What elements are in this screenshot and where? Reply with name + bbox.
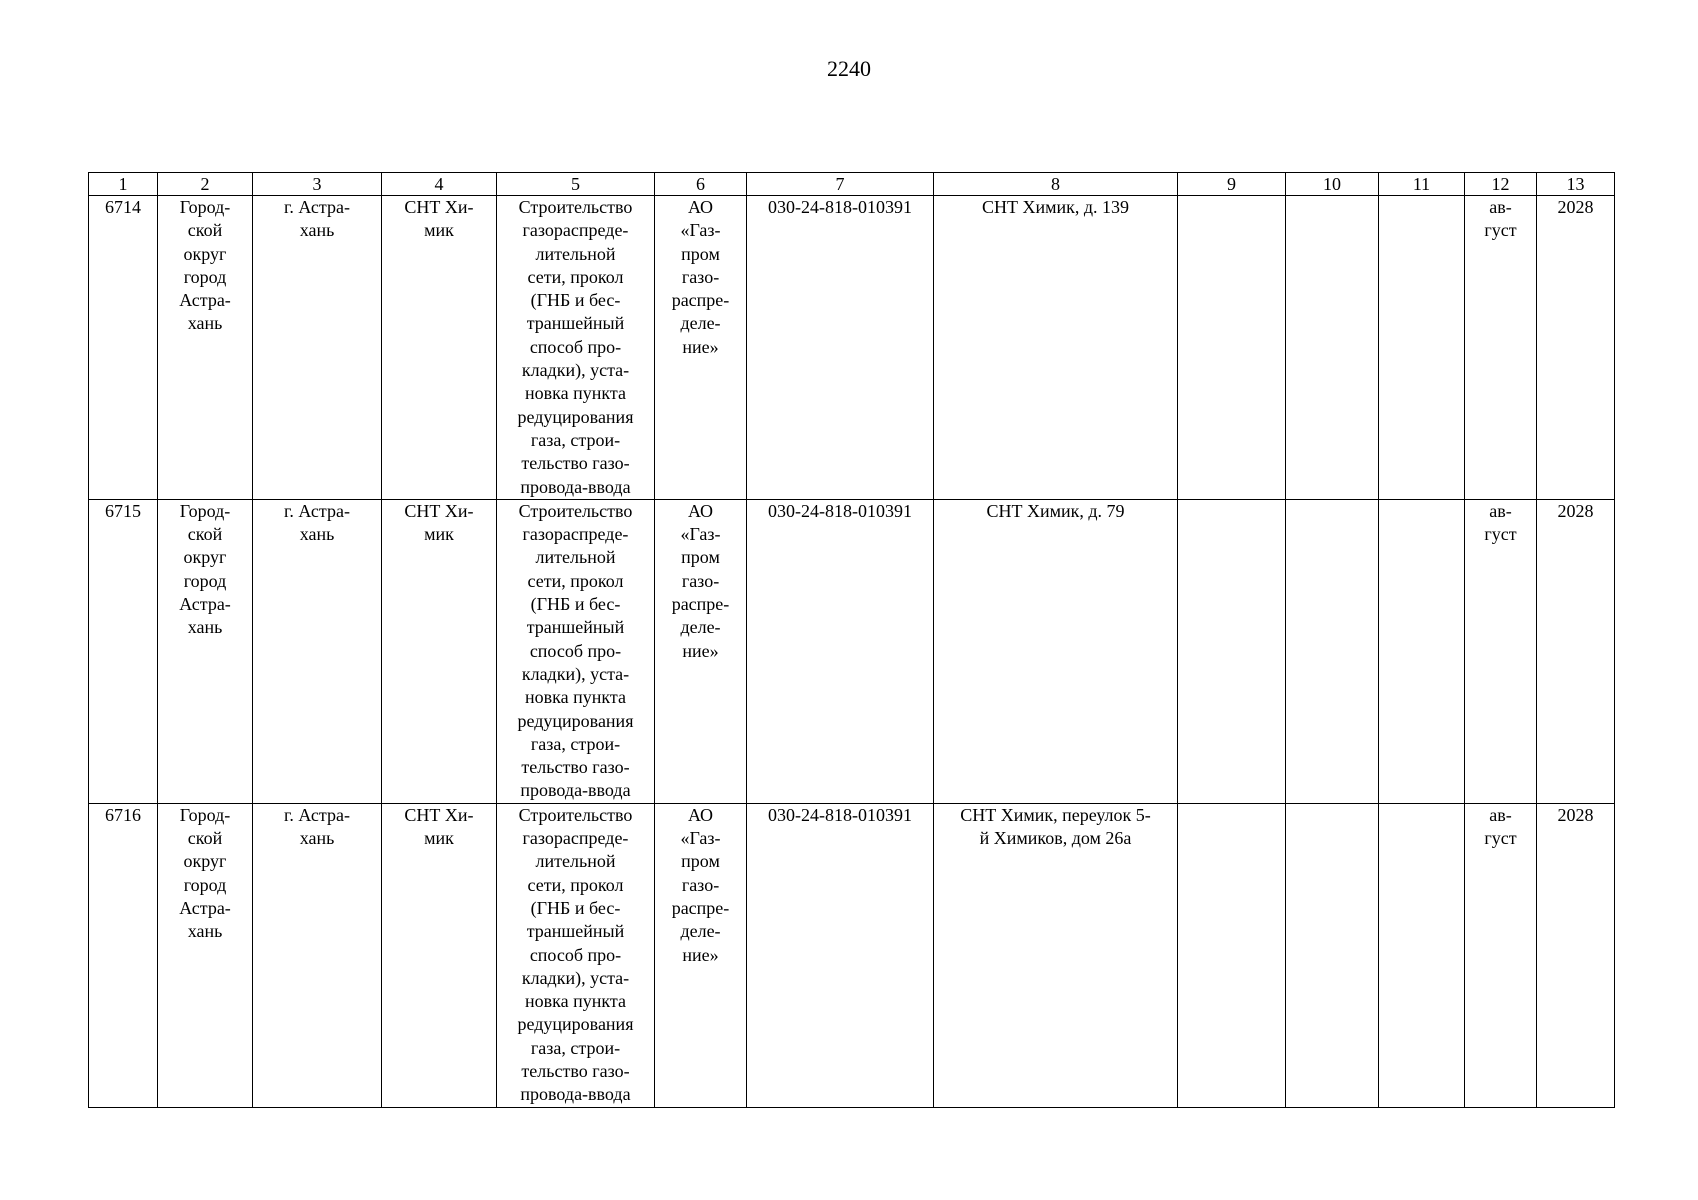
address-cell: СНТ Химик, д. 79 [934,499,1178,803]
month-cell: ав- густ [1465,803,1537,1107]
column-header: 5 [497,173,655,196]
header-row [89,173,1615,196]
empty-cell-9 [1178,803,1286,1107]
empty-cell-9 [1178,196,1286,500]
row-number-cell: 6714 [89,196,158,500]
code-cell: 030-24-818-010391 [747,803,934,1107]
empty-cell-10 [1286,803,1379,1107]
settlement-cell: г. Астра- хань [253,499,382,803]
column-header: 13 [1537,173,1615,196]
column-header: 2 [158,173,253,196]
settlement-cell: г. Астра- хань [253,803,382,1107]
organization-cell: АО «Газ- пром газо- распре- деле- ние» [655,499,747,803]
locality-cell: СНТ Хи- мик [382,196,497,500]
column-header: 12 [1465,173,1537,196]
empty-cell-11 [1379,499,1465,803]
year-cell: 2028 [1537,499,1615,803]
column-header: 4 [382,173,497,196]
municipality-cell: Город- ской округ город Астра- хань [158,499,253,803]
table-body [89,196,1615,1108]
organization-cell: АО «Газ- пром газо- распре- деле- ние» [655,803,747,1107]
column-header: 8 [934,173,1178,196]
empty-cell-11 [1379,803,1465,1107]
work-description-cell: Строительство газораспреде- лительной сети, прокол (ГНБ и бес- траншейный способ про- кладки), уста- новка пункта редуцирования газа, строи- тельство газо- провода-ввода [497,499,655,803]
empty-cell-11 [1379,196,1465,500]
data-table [88,172,1615,1108]
column-header: 10 [1286,173,1379,196]
code-cell: 030-24-818-010391 [747,196,934,500]
column-header: 7 [747,173,934,196]
empty-cell-10 [1286,499,1379,803]
column-header: 11 [1379,173,1465,196]
locality-cell: СНТ Хи- мик [382,803,497,1107]
empty-cell-10 [1286,196,1379,500]
table-row [89,803,1615,1107]
address-cell: СНТ Химик, переулок 5- й Химиков, дом 26а [934,803,1178,1107]
table-header [89,173,1615,196]
table-row [89,196,1615,500]
municipality-cell: Город- ской округ город Астра- хань [158,196,253,500]
address-cell: СНТ Химик, д. 139 [934,196,1178,500]
empty-cell-9 [1178,499,1286,803]
month-cell: ав- густ [1465,499,1537,803]
column-header: 1 [89,173,158,196]
organization-cell: АО «Газ- пром газо- распре- деле- ние» [655,196,747,500]
page-number: 2240 [827,56,871,81]
code-cell: 030-24-818-010391 [747,499,934,803]
settlement-cell: г. Астра- хань [253,196,382,500]
work-description-cell: Строительство газораспреде- лительной сети, прокол (ГНБ и бес- траншейный способ про- кладки), уста- новка пункта редуцирования газа, строи- тельство газо- провода-ввода [497,196,655,500]
municipality-cell: Город- ской округ город Астра- хань [158,803,253,1107]
locality-cell: СНТ Хи- мик [382,499,497,803]
column-header: 3 [253,173,382,196]
year-cell: 2028 [1537,196,1615,500]
column-header: 6 [655,173,747,196]
column-header: 9 [1178,173,1286,196]
month-cell: ав- густ [1465,196,1537,500]
row-number-cell: 6716 [89,803,158,1107]
work-description-cell: Строительство газораспреде- лительной сети, прокол (ГНБ и бес- траншейный способ про- кладки), уста- новка пункта редуцирования газа, строи- тельство газо- провода-ввода [497,803,655,1107]
row-number-cell: 6715 [89,499,158,803]
year-cell: 2028 [1537,803,1615,1107]
table-row [89,499,1615,803]
